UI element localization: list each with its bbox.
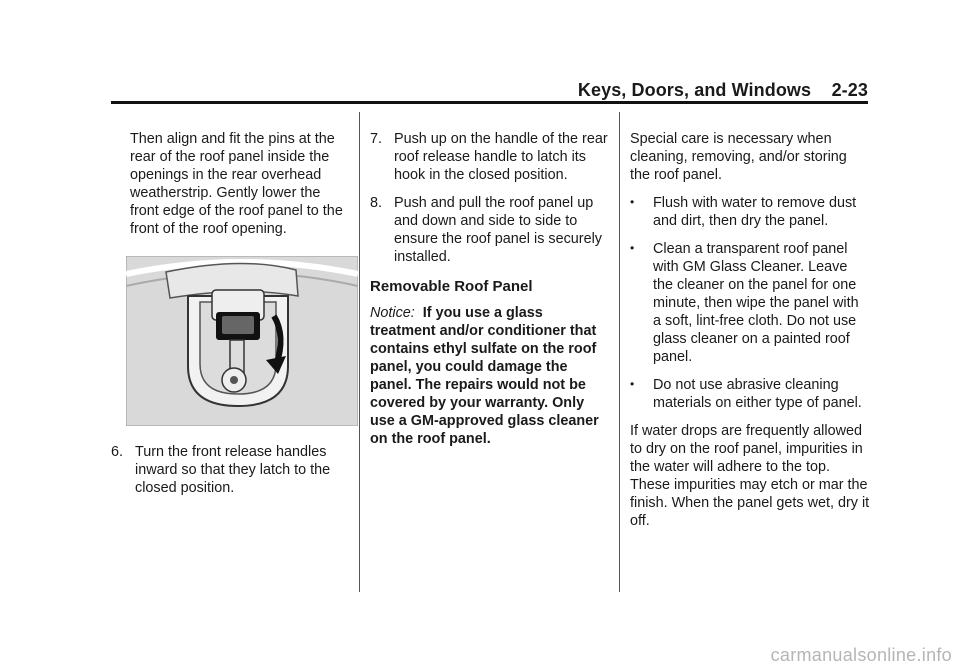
- step-8: [370, 194, 610, 266]
- step-text: Push and pull the roof panel up and down and side to side to ensure the roof panel is securely installed.: [394, 195, 602, 265]
- notice-label: Notice:: [370, 305, 415, 321]
- step-text: Turn the front release handles inward so that they latch to the closed position.: [135, 444, 331, 496]
- page-number: 2-23: [831, 80, 868, 100]
- column-1-lower: [111, 443, 351, 507]
- closing-paragraph: If water drops are frequently allowed to dry on the roof panel, impurities in the water will adhere to the top. These impurities may etch or mar the finish. When the panel gets wet, dry it off.: [630, 423, 870, 529]
- roof-latch-illustration: [126, 256, 358, 426]
- column-1: [111, 130, 351, 238]
- bullet-icon: •: [630, 195, 635, 209]
- step-7: [370, 130, 610, 184]
- bullet-item-2: [630, 240, 870, 366]
- care-intro: Special care is necessary when cleaning, removing, and/or storing the roof panel.: [630, 131, 847, 183]
- header-rule: [111, 101, 868, 104]
- column-divider-2: [619, 112, 620, 592]
- watermark-text: carmanualsonline.info: [770, 645, 952, 665]
- bullet-text: Clean a transparent roof panel with GM Glass Cleaner. Leave the cleaner on the panel for one minute, then wipe the panel with a soft, lint-free cloth. Do not use glass cleaner on a painted roof panel.: [653, 241, 859, 365]
- intro-paragraph: Then align and fit the pins at the rear of the roof panel inside the openings in the rear overhead weatherstrip. Gently lower the front edge of the roof panel to the front of the roof opening.: [130, 131, 343, 237]
- step-number: 6.: [111, 444, 124, 460]
- header-title: [578, 80, 868, 101]
- notice-text: If you use a glass treatment and/or conditioner that contains ethyl sulfate on the roof panel, you could damage the panel. The repairs would not be covered by your warranty. Only use a GM-approved glass cleaner on the roof panel.: [370, 305, 599, 447]
- page-header: [111, 80, 868, 100]
- bullet-text: Do not use abrasive cleaning materials on either type of panel.: [653, 377, 862, 411]
- bullet-icon: •: [630, 377, 635, 391]
- bullet-icon: •: [630, 241, 635, 255]
- column-divider-1: [359, 112, 360, 592]
- column-2: [370, 130, 610, 448]
- bullet-item-3: [630, 376, 870, 412]
- illustration-svg: [126, 256, 358, 426]
- section-title: Keys, Doors, and Windows: [577, 80, 812, 100]
- step-number: 7.: [370, 131, 383, 147]
- bullet-text: Flush with water to remove dust and dirt, then dry the panel.: [653, 195, 857, 229]
- column-3: [630, 130, 870, 530]
- section-heading: Removable Roof Panel: [370, 278, 533, 295]
- bullet-item-1: [630, 194, 870, 230]
- notice-paragraph: [370, 304, 610, 448]
- step-6: [111, 443, 351, 497]
- step-text: Push up on the handle of the rear roof release handle to latch its hook in the closed position.: [394, 131, 608, 183]
- step-number: 8.: [370, 195, 383, 211]
